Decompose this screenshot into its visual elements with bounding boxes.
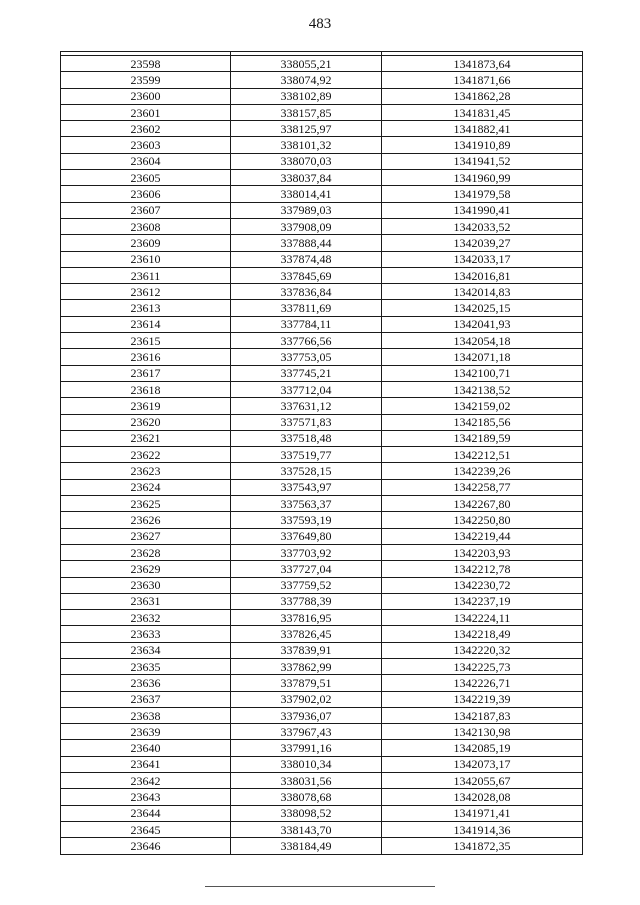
x-coordinate-cell: 337788,39 xyxy=(231,593,382,609)
x-coordinate-cell: 337967,43 xyxy=(231,724,382,740)
table-row xyxy=(61,512,583,528)
table-row xyxy=(61,561,583,577)
x-coordinate-cell: 338125,97 xyxy=(231,121,382,137)
y-coordinate-cell: 1342189,59 xyxy=(382,430,583,446)
x-coordinate-cell: 337543,97 xyxy=(231,479,382,495)
table-row xyxy=(61,218,583,234)
table-row xyxy=(61,838,583,854)
y-coordinate-cell: 1341910,89 xyxy=(382,137,583,153)
point-number-cell: 23623 xyxy=(61,463,231,479)
table-row xyxy=(61,186,583,202)
table-row xyxy=(61,773,583,789)
x-coordinate-cell: 337826,45 xyxy=(231,626,382,642)
y-coordinate-cell: 1342224,11 xyxy=(382,610,583,626)
point-number-cell: 23629 xyxy=(61,561,231,577)
x-coordinate-cell: 337879,51 xyxy=(231,675,382,691)
table-row xyxy=(61,544,583,560)
point-number-cell: 23630 xyxy=(61,577,231,593)
table-row xyxy=(61,821,583,837)
y-coordinate-cell: 1342025,15 xyxy=(382,300,583,316)
x-coordinate-cell: 337649,80 xyxy=(231,528,382,544)
x-coordinate-cell: 337528,15 xyxy=(231,463,382,479)
y-coordinate-cell: 1342138,52 xyxy=(382,381,583,397)
y-coordinate-cell: 1342041,93 xyxy=(382,316,583,332)
y-coordinate-cell: 1341871,66 xyxy=(382,72,583,88)
y-coordinate-cell: 1341979,58 xyxy=(382,186,583,202)
table-row xyxy=(61,593,583,609)
table-row xyxy=(61,463,583,479)
point-number-cell: 23638 xyxy=(61,707,231,723)
x-coordinate-cell: 338055,21 xyxy=(231,56,382,72)
y-coordinate-cell: 1342187,83 xyxy=(382,707,583,723)
table-row xyxy=(61,675,583,691)
x-coordinate-cell: 338098,52 xyxy=(231,805,382,821)
x-coordinate-cell: 337518,48 xyxy=(231,430,382,446)
table-row xyxy=(61,104,583,120)
y-coordinate-cell: 1341990,41 xyxy=(382,202,583,218)
point-number-cell: 23641 xyxy=(61,756,231,772)
x-coordinate-cell: 337712,04 xyxy=(231,381,382,397)
point-number-cell: 23625 xyxy=(61,496,231,512)
table-row xyxy=(61,284,583,300)
y-coordinate-cell: 1342239,26 xyxy=(382,463,583,479)
point-number-cell: 23619 xyxy=(61,398,231,414)
x-coordinate-cell: 337845,69 xyxy=(231,267,382,283)
point-number-cell: 23639 xyxy=(61,724,231,740)
x-coordinate-cell: 337703,92 xyxy=(231,544,382,560)
y-coordinate-cell: 1342267,80 xyxy=(382,496,583,512)
point-number-cell: 23632 xyxy=(61,610,231,626)
y-coordinate-cell: 1341914,36 xyxy=(382,821,583,837)
point-number-cell: 23621 xyxy=(61,430,231,446)
point-number-cell: 23628 xyxy=(61,544,231,560)
point-number-cell: 23617 xyxy=(61,365,231,381)
table-row xyxy=(61,137,583,153)
x-coordinate-cell: 337902,02 xyxy=(231,691,382,707)
page-number: 483 xyxy=(308,16,332,32)
x-coordinate-cell: 337571,83 xyxy=(231,414,382,430)
y-coordinate-cell: 1342159,02 xyxy=(382,398,583,414)
point-number-cell: 23605 xyxy=(61,170,231,186)
y-coordinate-cell: 1342014,83 xyxy=(382,284,583,300)
y-coordinate-cell: 1341862,28 xyxy=(382,88,583,104)
table-row xyxy=(61,333,583,349)
point-number-cell: 23618 xyxy=(61,381,231,397)
point-number-cell: 23624 xyxy=(61,479,231,495)
x-coordinate-cell: 337908,09 xyxy=(231,218,382,234)
x-coordinate-cell: 338070,03 xyxy=(231,153,382,169)
x-coordinate-cell: 337839,91 xyxy=(231,642,382,658)
x-coordinate-cell: 338010,34 xyxy=(231,756,382,772)
point-number-cell: 23613 xyxy=(61,300,231,316)
table-row xyxy=(61,642,583,658)
table-row xyxy=(61,153,583,169)
x-coordinate-cell: 338157,85 xyxy=(231,104,382,120)
point-number-cell: 23643 xyxy=(61,789,231,805)
x-coordinate-cell: 337563,37 xyxy=(231,496,382,512)
x-coordinate-cell: 337836,84 xyxy=(231,284,382,300)
x-coordinate-cell: 338074,92 xyxy=(231,72,382,88)
point-number-cell: 23642 xyxy=(61,773,231,789)
x-coordinate-cell: 337936,07 xyxy=(231,707,382,723)
table-row xyxy=(61,251,583,267)
table-row xyxy=(61,528,583,544)
table-row xyxy=(61,56,583,72)
coordinates-table-body xyxy=(61,52,583,855)
x-coordinate-cell: 337753,05 xyxy=(231,349,382,365)
table-row xyxy=(61,121,583,137)
y-coordinate-cell: 1342225,73 xyxy=(382,658,583,674)
table-row xyxy=(61,267,583,283)
table-row xyxy=(61,381,583,397)
y-coordinate-cell: 1342230,72 xyxy=(382,577,583,593)
table-row xyxy=(61,170,583,186)
x-coordinate-cell: 338031,56 xyxy=(231,773,382,789)
table-row xyxy=(61,691,583,707)
point-number-cell: 23627 xyxy=(61,528,231,544)
point-number-cell: 23603 xyxy=(61,137,231,153)
point-number-cell: 23644 xyxy=(61,805,231,821)
table-row xyxy=(61,577,583,593)
table-row xyxy=(61,447,583,463)
table-row xyxy=(61,202,583,218)
point-number-cell: 23633 xyxy=(61,626,231,642)
x-coordinate-cell: 337727,04 xyxy=(231,561,382,577)
point-number-cell: 23620 xyxy=(61,414,231,430)
table-row xyxy=(61,724,583,740)
point-number-cell: 23616 xyxy=(61,349,231,365)
y-coordinate-cell: 1342039,27 xyxy=(382,235,583,251)
table-row xyxy=(61,349,583,365)
point-number-cell: 23635 xyxy=(61,658,231,674)
point-number-cell: 23598 xyxy=(61,56,231,72)
y-coordinate-cell: 1342185,56 xyxy=(382,414,583,430)
y-coordinate-cell: 1342071,18 xyxy=(382,349,583,365)
y-coordinate-cell: 1342250,80 xyxy=(382,512,583,528)
point-number-cell: 23614 xyxy=(61,316,231,332)
x-coordinate-cell: 337811,69 xyxy=(231,300,382,316)
point-number-cell: 23645 xyxy=(61,821,231,837)
x-coordinate-cell: 338184,49 xyxy=(231,838,382,854)
y-coordinate-cell: 1341960,99 xyxy=(382,170,583,186)
y-coordinate-cell: 1341831,45 xyxy=(382,104,583,120)
table-row xyxy=(61,756,583,772)
point-number-cell: 23626 xyxy=(61,512,231,528)
point-number-cell: 23615 xyxy=(61,333,231,349)
table-row xyxy=(61,496,583,512)
y-coordinate-cell: 1342073,17 xyxy=(382,756,583,772)
x-coordinate-cell: 337989,03 xyxy=(231,202,382,218)
point-number-cell: 23607 xyxy=(61,202,231,218)
x-coordinate-cell: 337519,77 xyxy=(231,447,382,463)
coordinates-table xyxy=(60,51,583,855)
y-coordinate-cell: 1342237,19 xyxy=(382,593,583,609)
table-row xyxy=(61,626,583,642)
table-row xyxy=(61,805,583,821)
point-number-cell: 23608 xyxy=(61,218,231,234)
y-coordinate-cell: 1342033,17 xyxy=(382,251,583,267)
table-row xyxy=(61,658,583,674)
table-row xyxy=(61,414,583,430)
bottom-margin-line xyxy=(205,886,435,887)
table-row xyxy=(61,235,583,251)
table-row xyxy=(61,300,583,316)
y-coordinate-cell: 1342258,77 xyxy=(382,479,583,495)
point-number-cell: 23640 xyxy=(61,740,231,756)
point-number-cell: 23611 xyxy=(61,267,231,283)
x-coordinate-cell: 338101,32 xyxy=(231,137,382,153)
x-coordinate-cell: 337759,52 xyxy=(231,577,382,593)
x-coordinate-cell: 337766,56 xyxy=(231,333,382,349)
point-number-cell: 23636 xyxy=(61,675,231,691)
y-coordinate-cell: 1341941,52 xyxy=(382,153,583,169)
table-row xyxy=(61,72,583,88)
point-number-cell: 23599 xyxy=(61,72,231,88)
y-coordinate-cell: 1342054,18 xyxy=(382,333,583,349)
point-number-cell: 23612 xyxy=(61,284,231,300)
y-coordinate-cell: 1342055,67 xyxy=(382,773,583,789)
y-coordinate-cell: 1341872,35 xyxy=(382,838,583,854)
table-row xyxy=(61,789,583,805)
point-number-cell: 23601 xyxy=(61,104,231,120)
y-coordinate-cell: 1342219,44 xyxy=(382,528,583,544)
point-number-cell: 23622 xyxy=(61,447,231,463)
point-number-cell: 23631 xyxy=(61,593,231,609)
y-coordinate-cell: 1342212,78 xyxy=(382,561,583,577)
point-number-cell: 23606 xyxy=(61,186,231,202)
x-coordinate-cell: 337816,95 xyxy=(231,610,382,626)
point-number-cell: 23600 xyxy=(61,88,231,104)
y-coordinate-cell: 1342219,39 xyxy=(382,691,583,707)
x-coordinate-cell: 338037,84 xyxy=(231,170,382,186)
y-coordinate-cell: 1342203,93 xyxy=(382,544,583,560)
table-row xyxy=(61,398,583,414)
point-number-cell: 23634 xyxy=(61,642,231,658)
table-row xyxy=(61,707,583,723)
point-number-cell: 23646 xyxy=(61,838,231,854)
y-coordinate-cell: 1341971,41 xyxy=(382,805,583,821)
x-coordinate-cell: 338078,68 xyxy=(231,789,382,805)
point-number-cell: 23602 xyxy=(61,121,231,137)
x-coordinate-cell: 338143,70 xyxy=(231,821,382,837)
x-coordinate-cell: 337862,99 xyxy=(231,658,382,674)
point-number-cell: 23609 xyxy=(61,235,231,251)
x-coordinate-cell: 337888,44 xyxy=(231,235,382,251)
table-row xyxy=(61,740,583,756)
y-coordinate-cell: 1342085,19 xyxy=(382,740,583,756)
x-coordinate-cell: 337874,48 xyxy=(231,251,382,267)
table-row xyxy=(61,316,583,332)
y-coordinate-cell: 1342016,81 xyxy=(382,267,583,283)
x-coordinate-cell: 337593,19 xyxy=(231,512,382,528)
y-coordinate-cell: 1341873,64 xyxy=(382,56,583,72)
y-coordinate-cell: 1342028,08 xyxy=(382,789,583,805)
table-row xyxy=(61,610,583,626)
point-number-cell: 23604 xyxy=(61,153,231,169)
x-coordinate-cell: 337784,11 xyxy=(231,316,382,332)
table-row xyxy=(61,88,583,104)
x-coordinate-cell: 337745,21 xyxy=(231,365,382,381)
x-coordinate-cell: 337991,16 xyxy=(231,740,382,756)
y-coordinate-cell: 1342212,51 xyxy=(382,447,583,463)
y-coordinate-cell: 1342100,71 xyxy=(382,365,583,381)
table-row xyxy=(61,430,583,446)
y-coordinate-cell: 1342033,52 xyxy=(382,218,583,234)
y-coordinate-cell: 1342130,98 xyxy=(382,724,583,740)
point-number-cell: 23637 xyxy=(61,691,231,707)
x-coordinate-cell: 337631,12 xyxy=(231,398,382,414)
point-number-cell: 23610 xyxy=(61,251,231,267)
table-row xyxy=(61,365,583,381)
y-coordinate-cell: 1342220,32 xyxy=(382,642,583,658)
table-row xyxy=(61,479,583,495)
y-coordinate-cell: 1342218,49 xyxy=(382,626,583,642)
y-coordinate-cell: 1341882,41 xyxy=(382,121,583,137)
x-coordinate-cell: 338014,41 xyxy=(231,186,382,202)
y-coordinate-cell: 1342226,71 xyxy=(382,675,583,691)
x-coordinate-cell: 338102,89 xyxy=(231,88,382,104)
